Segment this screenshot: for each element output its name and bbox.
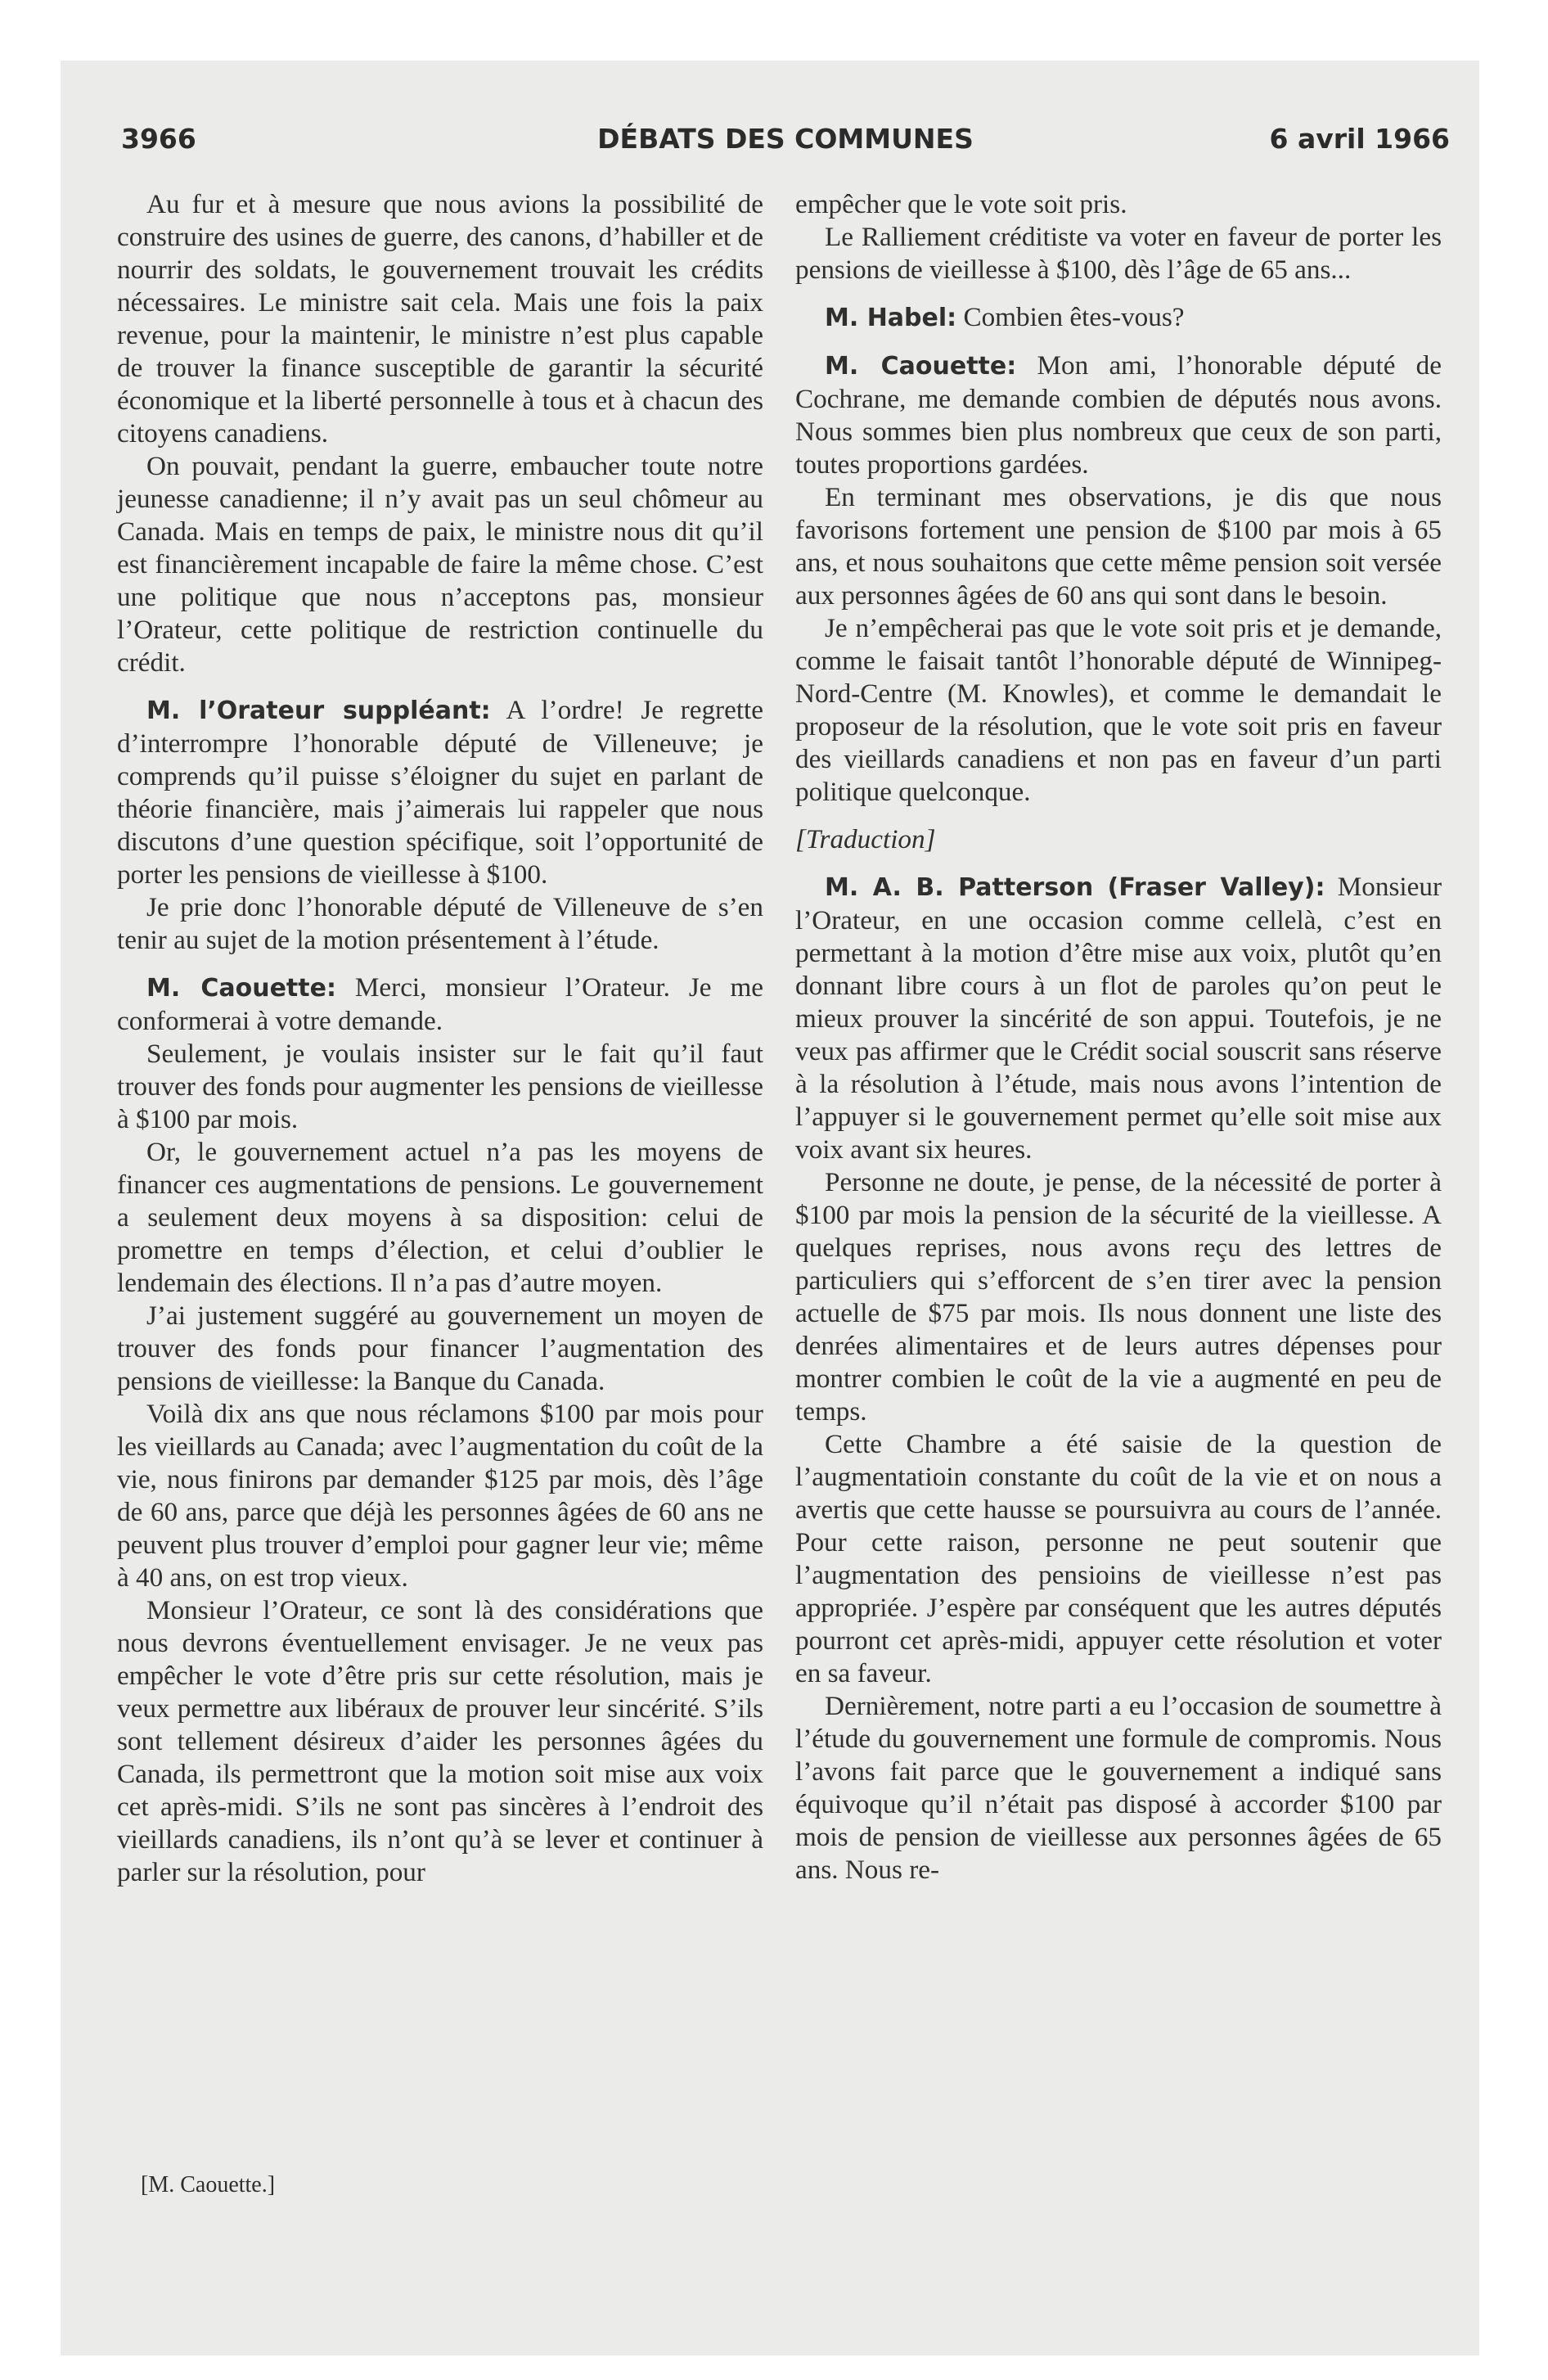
paragraph <box>795 823 1442 856</box>
paragraph <box>117 1398 763 1594</box>
paragraph <box>117 1594 763 1889</box>
paragraph <box>795 612 1442 809</box>
right-column <box>795 188 1442 1886</box>
paragraph <box>795 1690 1442 1886</box>
paragraph <box>795 188 1442 221</box>
paragraph <box>117 450 763 679</box>
paragraph-text: Seulement, je voulais insister sur le fait qu’il faut trouver des fonds pour augmenter les pensions de vieillesse à $100 par mois. <box>117 1039 763 1134</box>
paragraph <box>117 971 763 1038</box>
paragraph-text: En terminant mes observations, je dis que nous favorisons fortement une pension de $100 par mois à 65 ans, et nous souhaitons que cette même pension soit versée aux personnes âgées de 60 ans qui sont dans le besoin. <box>795 482 1442 611</box>
paragraph <box>117 188 763 450</box>
paragraph <box>117 1038 763 1136</box>
paragraph-text: Dernièrement, notre parti a eu l’occasion de soumettre à l’étude du gouvernement une formule de compromis. Nous l’avons fait parce que le gouvernement a indiqué sans équivoque qu’il n’était pas disposé à accorder $100 par mois de pension de vieillesse aux personnes âgées de 65 ans. Nous re- <box>795 1691 1442 1885</box>
paragraph-text: Monsieur l’Orateur, ce sont là des considérations que nous devrons éventuellement envisager. Je ne veux pas empêcher le vote d’être pris sur cette résolution, mais je veux permettre aux libéraux de prouver leur sincérité. S’ils sont tellement désireux d’aider les personnes âgées du Canada, ils permettront que la motion soit mise aux voix cet après-midi. S’ils ne sont pas sincères à l’endroit des vieillards canadiens, ils n’ont qu’à se lever et continuer à parler sur la résolution, pour <box>117 1595 763 1887</box>
page-date: 6 avril 1966 <box>1269 123 1450 155</box>
page-title: DÉBATS DES COMMUNES <box>597 123 974 155</box>
paragraph <box>795 221 1442 286</box>
paragraph-text: Cette Chambre a été saisie de la question de l’augmentatioin constante du coût de la vie et on nous a avertis que cette hausse se poursuivra au cours de l’année. Pour cette raison, personne ne peut soutenir que l’augmentation des pensioins de vieillesse n’est pas appropriée. J’espère par conséquent que les autres députés pourront cet après-midi, appuyer cette résolution et voter en sa faveur. <box>795 1429 1442 1688</box>
paragraph <box>795 871 1442 1166</box>
speaker-name: M. Habel: <box>825 304 957 332</box>
paragraph-text: Je prie donc l’honorable député de Villeneuve de s’en tenir au sujet de la motion présentement à l’étude. <box>117 892 763 955</box>
paragraph-text: Or, le gouvernement actuel n’a pas les moyens de financer ces augmentations de pensions. Le gouvernement a seulement deux moyens à sa disposition: celui de promettre en temps d’élection, et celui d’oublier le lendemain des élections. Il n’a pas d’autre moyen. <box>117 1137 763 1298</box>
paragraph-text: Personne ne doute, je pense, de la nécessité de porter à $100 par mois la pension de la sécurité de la vieillesse. A quelques reprises, nous avons reçu des lettres de particuliers qui s’efforcent de s’en tirer avec la pension actuelle de $75 par mois. Ils nous donnent une liste des denrées alimentaires et de leurs autres dépenses pour montrer combien le coût de la vie a augmenté en peu de temps. <box>795 1167 1442 1427</box>
paragraph-text: Voilà dix ans que nous réclamons $100 par mois pour les vieillards au Canada; avec l’augmentation du coût de la vie, nous finirons par demander $125 par mois, dès l’âge de 60 ans, parce que déjà les personnes âgées de 60 ans ne peuvent plus trouver d’emploi pour gagner leur vie; même à 40 ans, on est trop vieux. <box>117 1399 763 1593</box>
speaker-name: M. A. B. Patterson (Fraser Valley): <box>825 873 1325 902</box>
paragraph <box>795 1166 1442 1428</box>
left-column <box>117 188 763 1889</box>
paragraph <box>795 349 1442 481</box>
speaker-name: M. Caouette: <box>825 352 1017 381</box>
page-header <box>121 123 1450 172</box>
paragraph-text: Mon ami, l’honorable député de Cochrane, me demande combien de députés nous avons. Nous sommes bien plus nombreux que ceux de son parti, toutes proportions gardées. <box>795 350 1442 480</box>
paragraph <box>117 694 763 891</box>
paragraph-text: J’ai justement suggéré au gouvernement un moyen de trouver des fonds pour financer l’augmentation des pensions de vieillesse: la Banque du Canada. <box>117 1300 763 1396</box>
paragraph <box>117 891 763 957</box>
paragraph <box>117 1136 763 1300</box>
paragraph-text: A l’ordre! Je regrette d’interrompre l’honorable député de Villeneuve; je comprends qu’il puisse s’éloigner du sujet en parlant de théorie financière, mais j’aimerais lui rappeler que nous discutons d’une question spécifique, soit l’opportunité de porter les pensions de vieillesse à $100. <box>117 695 763 890</box>
paragraph-text: Combien êtes-vous? <box>963 302 1185 332</box>
translation-note: [Traduction] <box>795 824 936 854</box>
paragraph-text: Le Ralliement créditiste va voter en faveur de porter les pensions de vieillesse à $100, dès l’âge de 65 ans... <box>795 222 1442 285</box>
paragraph <box>795 481 1442 612</box>
speaker-name: M. l’Orateur suppléant: <box>146 696 491 725</box>
page-number: 3966 <box>121 123 196 155</box>
paragraph <box>795 301 1442 335</box>
paragraph-text: On pouvait, pendant la guerre, embaucher toute notre jeunesse canadienne; il n’y avait pas un seul chômeur au Canada. Mais en temps de paix, le ministre nous dit qu’il est financièrement incapable de faire la même chose. C’est une politique que nous n’acceptons pas, monsieur l’Orateur, cette politique de restriction continuelle du crédit. <box>117 451 763 678</box>
paragraph-text: empêcher que le vote soit pris. <box>795 189 1127 219</box>
paragraph-text: Merci, monsieur l’Orateur. Je me conformerai à votre demande. <box>117 972 764 1036</box>
footer-attribution: [M. Caouette.] <box>141 2172 276 2197</box>
paragraph-text: Au fur et à mesure que nous avions la possibilité de construire des usines de guerre, des canons, d’habiller et de nourrir des soldats, le gouvernement trouvait les crédits nécessaires. Le ministre sait cela. Mais une fois la paix revenue, pour la maintenir, le ministre n’est plus capable de trouver la finance susceptible de garantir la sécurité économique et la liberté personnelle à tous et à chacun des citoyens canadiens. <box>117 189 763 449</box>
speaker-name: M. Caouette: <box>146 974 336 1003</box>
paragraph-text: Je n’empêcherai pas que le vote soit pris et je demande, comme le faisait tantôt l’honorable député de Winnipeg-Nord-Centre (M. Knowles), et comme le demandait le proposeur de la résolution, que le vote soit pris en faveur des vieillards canadiens et non pas en faveur d’un parti politique quelconque. <box>795 613 1442 807</box>
paragraph-text: Monsieur l’Orateur, en une occasion comme cellelà, c’est en permettant à la motion d’être mise aux voix, plutôt qu’en donnant libre cours à un flot de paroles qu’on peut le mieux prouver la sincérité de son appui. Toutefois, je ne veux pas affirmer que le Crédit social souscrit sans réserve à la résolution à l’étude, mais nous avons l’intention de l’appuyer si le gouvernement permet qu’elle soit mise aux voix avant six heures. <box>795 872 1442 1165</box>
paragraph <box>117 1300 763 1398</box>
paragraph <box>795 1428 1442 1690</box>
